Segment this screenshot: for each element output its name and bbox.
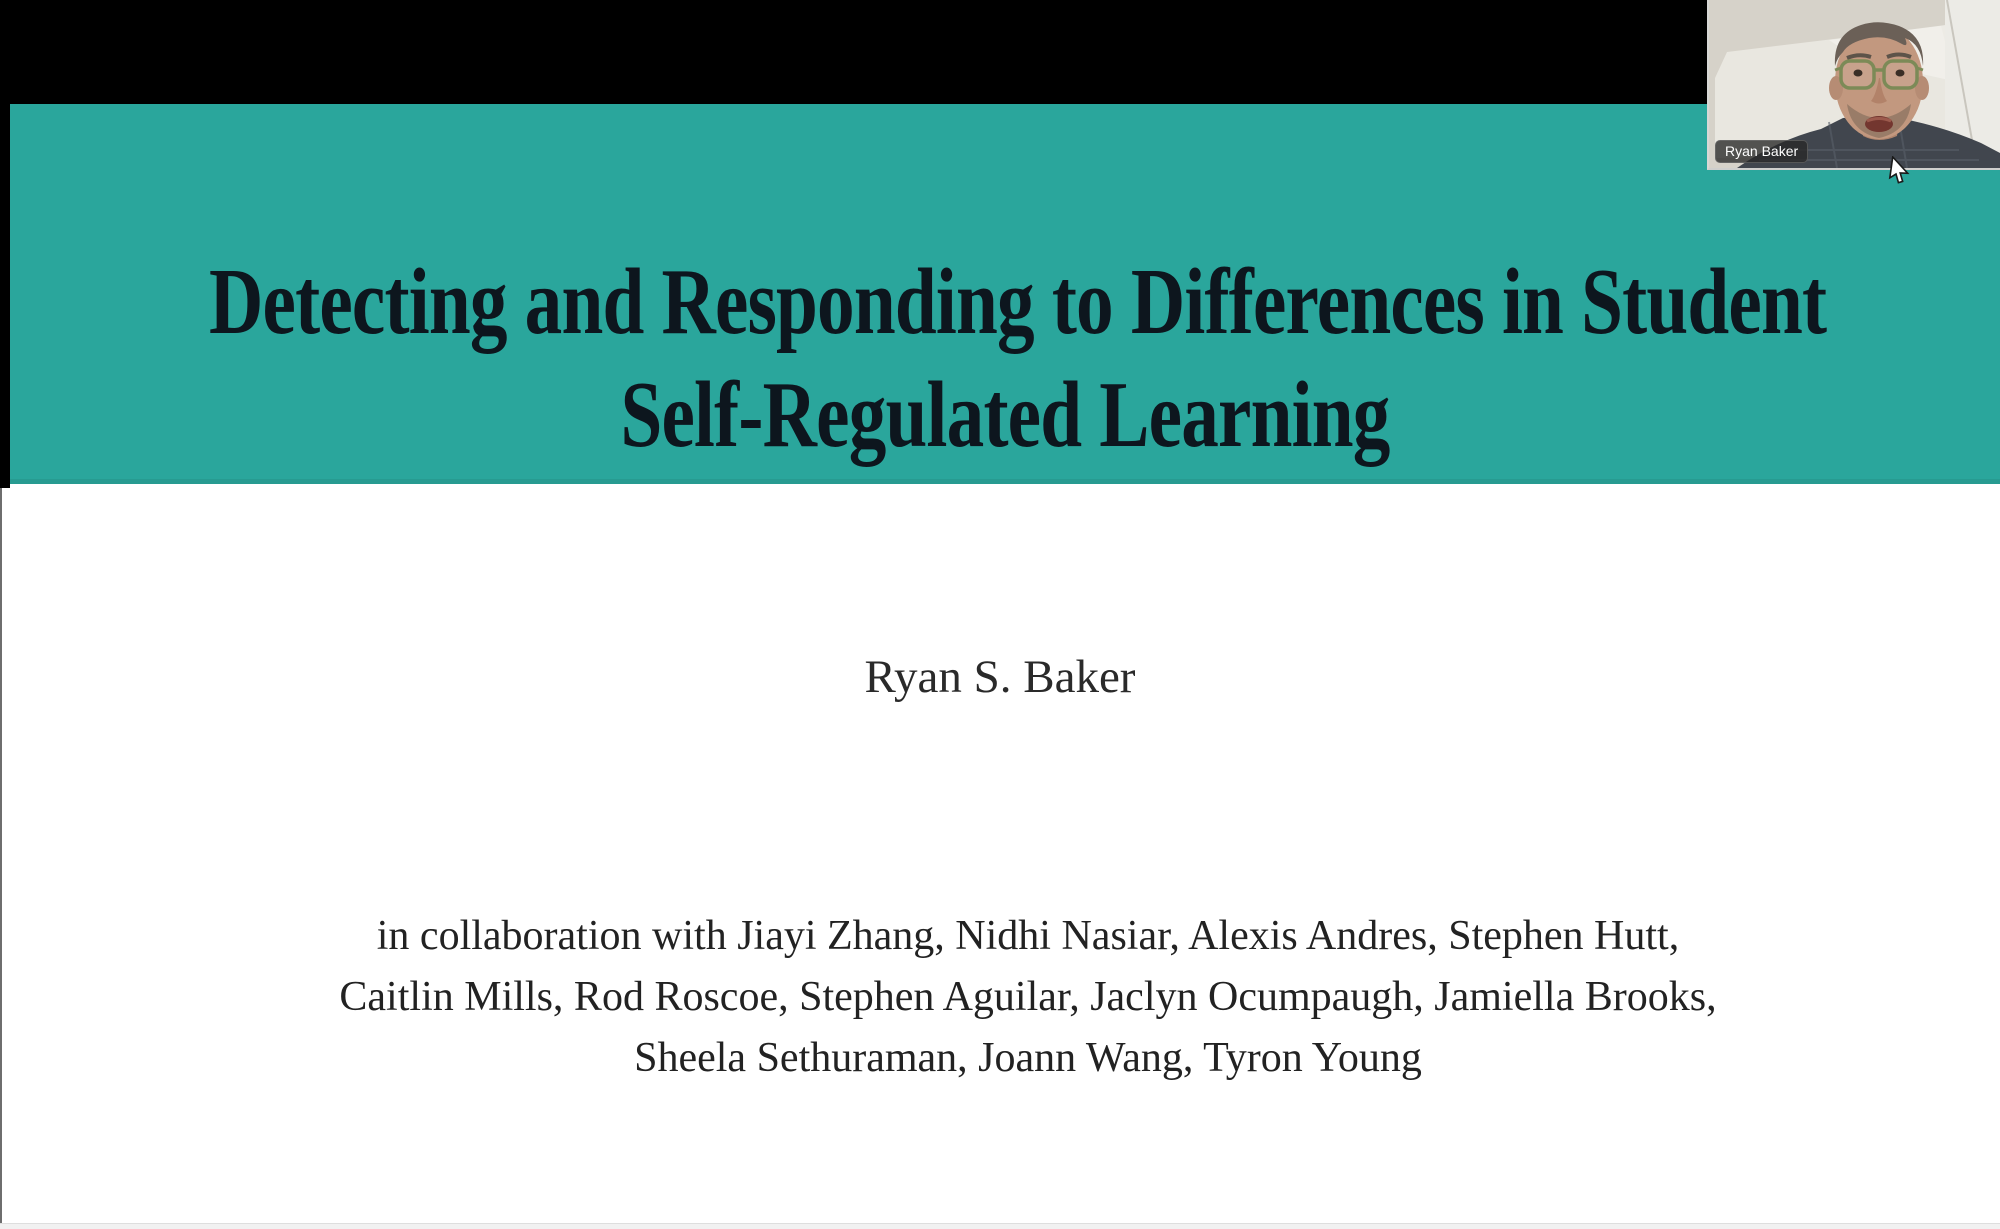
slide-author: Ryan S. Baker bbox=[864, 651, 1136, 703]
collaborators-line-1: in collaboration with Jiayi Zhang, Nidhi Nasiar, Alexis Andres, Stephen Hutt, bbox=[376, 913, 1680, 959]
participant-name-badge: Ryan Baker bbox=[1715, 140, 1808, 163]
slide-title-line2: Self-Regulated Learning bbox=[620, 363, 1390, 467]
glasses-temple-left bbox=[1835, 68, 1841, 70]
top-letterbox-bar bbox=[0, 0, 2000, 104]
collaborators-line-3: Sheela Sethuraman, Joann Wang, Tyron Young bbox=[634, 1035, 1422, 1081]
eye-left bbox=[1854, 70, 1863, 77]
left-edge-line bbox=[0, 488, 2, 1229]
slide-title-line1: Detecting and Responding to Differences in Student bbox=[209, 250, 1827, 354]
slide-title-banner bbox=[10, 104, 2000, 484]
mouse-cursor-icon bbox=[1886, 156, 1912, 186]
webcam-video-tile[interactable] bbox=[1707, 0, 2000, 170]
glasses-temple-right bbox=[1917, 68, 1923, 70]
bottom-edge-strip bbox=[0, 1223, 2000, 1229]
eye-right bbox=[1896, 70, 1905, 77]
slide-collaborators bbox=[28, 906, 2000, 1089]
left-edge-black-strip bbox=[0, 0, 10, 488]
collaborators-line-2: Caitlin Mills, Rod Roscoe, Stephen Aguilar, Jaclyn Ocumpaugh, Jamiella Brooks, bbox=[339, 974, 1717, 1020]
